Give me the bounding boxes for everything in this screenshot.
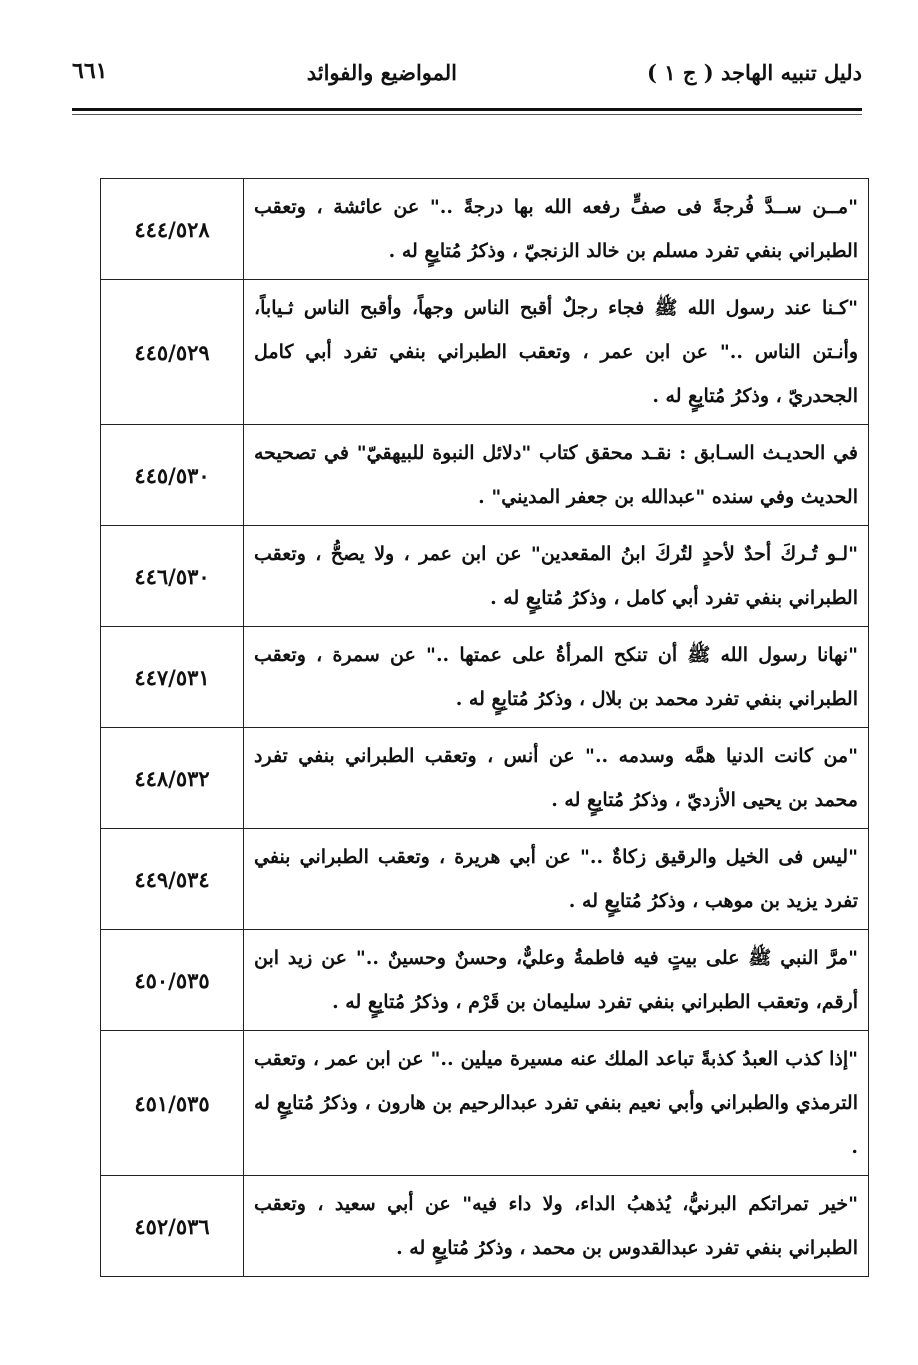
entry-reference: ٤٤٧/٥٣١ bbox=[101, 627, 244, 728]
table-row bbox=[101, 829, 869, 930]
entry-text: "لـو تُـركَ أحدٌ لأحدٍ لتُركَ ابنُ المقعدين" عن ابن عمر ، ولا يصحُّ ، وتعقب الطبراني بنفي تفرد أبي كامل ، وذكرُ مُتابِعٍ له . bbox=[244, 526, 869, 627]
entry-reference: ٤٥١/٥٣٥ bbox=[101, 1031, 244, 1176]
header-rule bbox=[72, 114, 862, 115]
entry-text: "إذا كذب العبدُ كذبةً تباعد الملك عنه مسيرة ميلين .." عن ابن عمر ، وتعقب الترمذي والطبراني وأبي نعيم بنفي تفرد عبدالرحيم بن هارون ، وذكرُ مُتابِعٍ له . bbox=[244, 1031, 869, 1176]
page-number: ٦٦١ bbox=[72, 58, 108, 84]
entry-text: "مرَّ النبي ﷺ على بيتٍ فيه فاطمةُ وعليٌّ، وحسنٌ وحسينٌ .." عن زيد ابن أرقم، وتعقب الطبراني بنفي تفرد سليمان بن قَرْم ، وذكرُ مُتابِعٍ له . bbox=[244, 930, 869, 1031]
entry-text: في الحديـث السـابق : نقـد محقق كتاب "دلائل النبوة للبيهقيّ" في تصحيحه الحديث وفي سنده "عبدالله بن جعفر المديني" . bbox=[244, 425, 869, 526]
table-row bbox=[101, 728, 869, 829]
entry-text: "ليس فى الخيل والرقيق زكاةٌ .." عن أبي هريرة ، وتعقب الطبراني بنفي تفرد يزيد بن موهب ، وذكرُ مُتابِعٍ له . bbox=[244, 829, 869, 930]
table-row bbox=[101, 930, 869, 1031]
entry-reference: ٤٤٥/٥٢٩ bbox=[101, 280, 244, 425]
entry-reference: ٤٥٠/٥٣٥ bbox=[101, 930, 244, 1031]
table-row bbox=[101, 425, 869, 526]
entry-reference: ٤٥٢/٥٣٦ bbox=[101, 1176, 244, 1277]
entry-text: "من كانت الدنيا همَّه وسدمه .." عن أنس ، وتعقب الطبراني بنفي تفرد محمد بن يحيى الأزديّ ، وذكرُ مُتابِعٍ له . bbox=[244, 728, 869, 829]
entry-reference: ٤٤٨/٥٣٢ bbox=[101, 728, 244, 829]
entry-reference: ٤٤٩/٥٣٤ bbox=[101, 829, 244, 930]
table-row bbox=[101, 1031, 869, 1176]
section-title: المواضيع والفوائد bbox=[306, 60, 457, 85]
table-row bbox=[101, 627, 869, 728]
table-row bbox=[101, 280, 869, 425]
page-header bbox=[72, 52, 862, 111]
table-row bbox=[101, 179, 869, 280]
entry-text: "كـنا عند رسول الله ﷺ فجاء رجلٌ أقبح الناس وجهاً، وأقبح الناس ثـياباً، وأنـتن الناس .." عن ابن عمر ، وتعقب الطبراني بنفي تفرد أبي كامل الجحدريّ ، وذكرُ مُتابِعٍ له . bbox=[244, 280, 869, 425]
table-row bbox=[101, 1176, 869, 1277]
table-row bbox=[101, 526, 869, 627]
index-table bbox=[100, 178, 869, 1277]
entry-reference: ٤٤٤/٥٢٨ bbox=[101, 179, 244, 280]
entry-text: "نهانا رسول الله ﷺ أن تنكح المرأةُ على عمتها .." عن سمرة ، وتعقب الطبراني بنفي تفرد محمد بن بلال ، وذكرُ مُتابِعٍ له . bbox=[244, 627, 869, 728]
entry-text: "مــن ســدَّ فُرجةً فى صفٍّ رفعه الله بها درجةً .." عن عائشة ، وتعقب الطبراني بنفي تفرد مسلم بن خالد الزنجيّ ، وذكرُ مُتابِعٍ له . bbox=[244, 179, 869, 280]
entry-text: "خير تمراتكم البرنيُّ، يُذهبُ الداء، ولا داء فيه" عن أبي سعيد ، وتعقب الطبراني بنفي تفرد عبدالقدوس بن محمد ، وذكرُ مُتابِعٍ له . bbox=[244, 1176, 869, 1277]
entry-reference: ٤٤٥/٥٣٠ bbox=[101, 425, 244, 526]
book-title: دليل تنبيه الهاجد ( ج ١ ) bbox=[647, 60, 862, 85]
entry-reference: ٤٤٦/٥٣٠ bbox=[101, 526, 244, 627]
